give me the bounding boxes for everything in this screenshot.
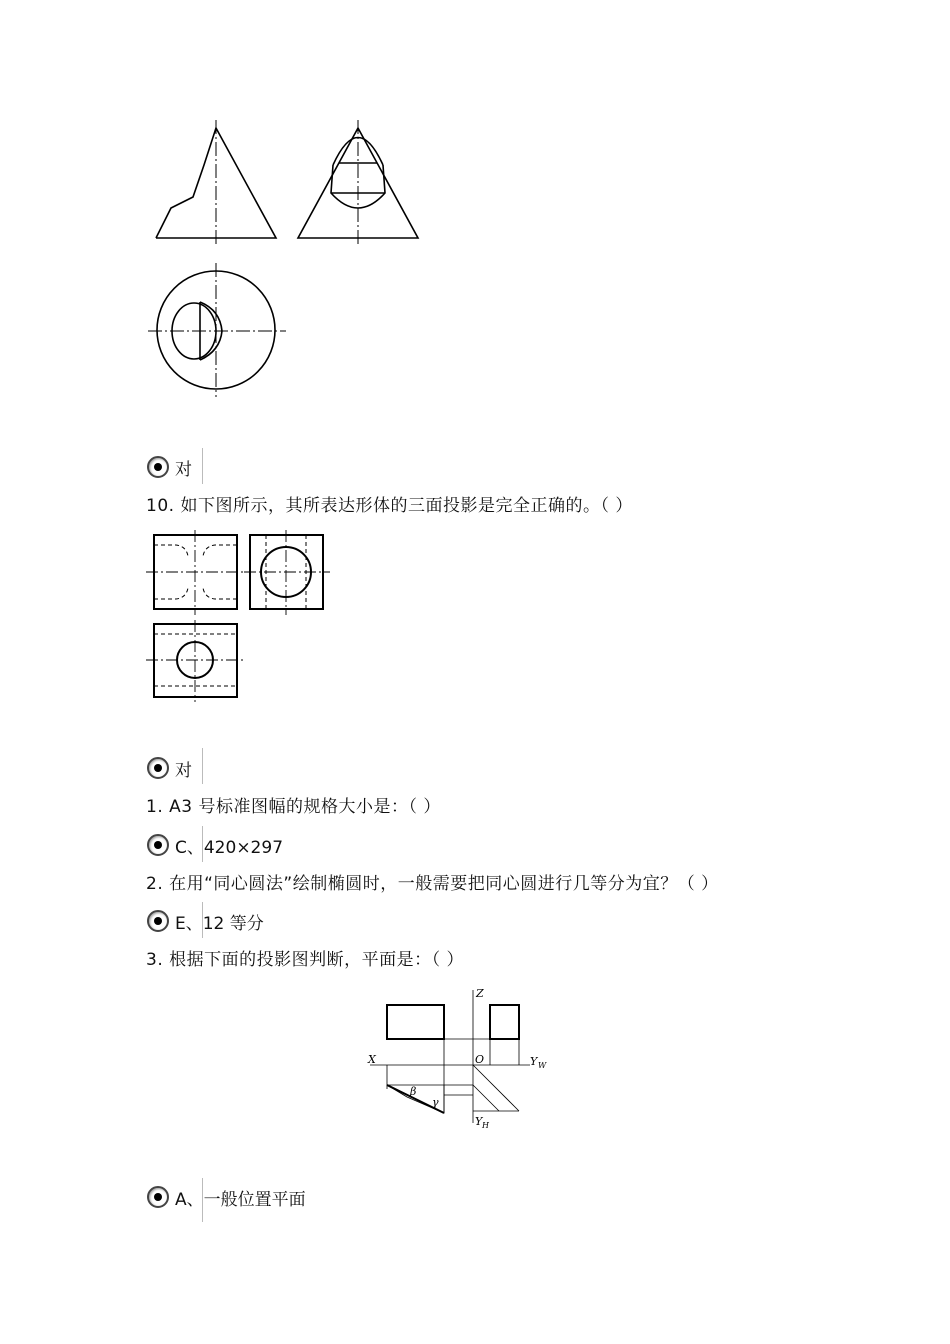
radio-selected-icon[interactable] [147, 456, 169, 478]
answer-3-text: A、一般位置平面 [175, 1189, 306, 1210]
answer-1 [147, 832, 283, 858]
angle-label-gamma: γ [432, 1096, 439, 1109]
three-view-figure [146, 530, 336, 705]
radio-selected-icon[interactable] [147, 910, 169, 932]
question-3: 3. 根据下面的投影图判断，平面是：（ ） [146, 950, 465, 970]
answer-2 [147, 908, 264, 934]
question-10: 10. 如下图所示，其所表达形体的三面投影是完全正确的。（ ） [146, 496, 633, 516]
question-1: 1. A3 号标准图幅的规格大小是：（ ） [146, 797, 441, 817]
answer-1-text: C、420×297 [175, 837, 284, 858]
axis-label-yh: Y [475, 1115, 483, 1128]
divider-line [202, 448, 203, 484]
answer-3 [147, 1184, 306, 1210]
answer-9 [147, 454, 192, 480]
cone-projection-figure [140, 115, 440, 405]
divider-line [202, 748, 203, 784]
axis-label-x: X [368, 1053, 376, 1066]
answer-9-text: 对 [175, 459, 192, 480]
answer-2-text: E、12 等分 [175, 913, 264, 934]
question-2: 2. 在用“同心圆法”绘制椭圆时，一般需要把同心圆进行几等分为宜？（ ） [146, 874, 719, 894]
axis-label-z: Z [476, 987, 484, 1000]
angle-label-beta: β [410, 1085, 417, 1098]
answer-10 [147, 755, 192, 781]
radio-selected-icon[interactable] [147, 834, 169, 856]
answer-10-text: 对 [175, 760, 192, 781]
radio-selected-icon[interactable] [147, 757, 169, 779]
axis-label-o: O [475, 1053, 485, 1066]
axis-label-yw: Y [530, 1055, 538, 1068]
radio-selected-icon[interactable] [147, 1186, 169, 1208]
axis-label-yh-sub: H [482, 1121, 489, 1130]
axis-label-yw-sub: W [538, 1061, 547, 1070]
plane-projection-figure [362, 985, 552, 1135]
